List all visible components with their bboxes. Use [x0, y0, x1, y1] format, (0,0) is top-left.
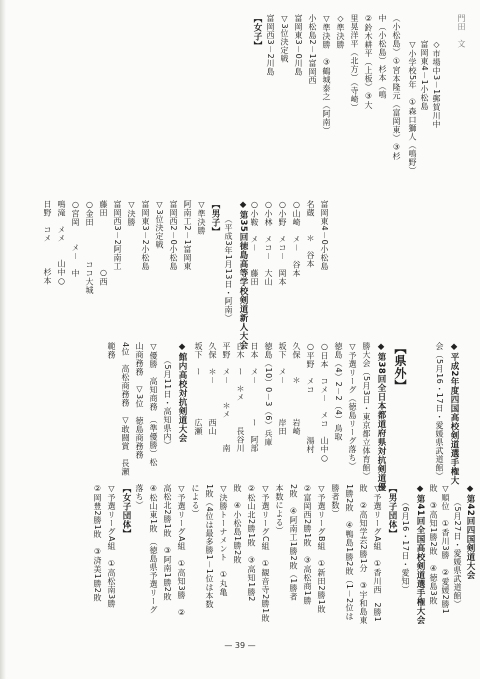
- column-text: ◇準決勝: [336, 14, 345, 49]
- column-text: 富岡東3－2小松島: [141, 200, 150, 271]
- column-text: 久保 ＊－ 西山: [208, 342, 217, 436]
- section-heading: 【男子団体】: [387, 484, 397, 538]
- column-text: ②松山北2勝1敗 ③高知1勝2: [247, 484, 256, 602]
- column-text: （平成3年1月13日・阿南）: [224, 215, 233, 323]
- column-text: ▽3位決定戦: [280, 14, 289, 64]
- section-heading: ◆平成2年度四国高校剣道選手権大: [449, 342, 459, 485]
- column-text: 1勝2敗 ④鴨島1勝2敗（1－2位は: [345, 484, 354, 621]
- section-heading: ◆第35回徳島高等学校剣道新人大会: [238, 200, 248, 350]
- column-text: 鳴滝 メメ 山中○: [57, 200, 66, 286]
- column-text: ○平野 メコ 湯村: [306, 342, 315, 454]
- column-text: （小松島）①宮本隆元（富岡東）③杉: [392, 14, 401, 161]
- column-text: ◇市場中3－1郵賀川中: [432, 40, 441, 129]
- section-heading: 【女子団体】: [121, 484, 131, 538]
- column-text: 平野 メ－ ＊メ 南: [222, 342, 231, 453]
- column-text: ▽決勝トーナメント ①丸亀: [219, 484, 228, 597]
- column-text: ▽準決勝: [197, 200, 206, 235]
- column-text: 範務: [107, 342, 116, 359]
- column-text: 久保 ＊ 岩崎: [292, 342, 301, 436]
- section-heading: ◆第42回四国剣道大会: [465, 484, 475, 580]
- column-text: 坂下 ー 広瀬: [194, 342, 203, 436]
- column-text: ▽予選リーグB組 ①新田2勝1敗: [317, 484, 326, 614]
- column-text: （5月11日・高知県内）: [163, 356, 172, 450]
- column-text: 1敗（4位は最多勝1－1位は本数: [205, 484, 214, 609]
- section-title-kengai: 【県外】: [393, 342, 407, 392]
- column-text: 敗 ④小松島1勝2敗: [233, 484, 242, 565]
- column-text: 高松北2勝1敗 ③阿南1勝2敗: [163, 484, 172, 601]
- scan-edge-shadow: [0, 0, 6, 679]
- column-text: 落ち）: [135, 484, 144, 510]
- column-text: ▽準決勝 ③鶴城泰之（阿南）: [322, 14, 331, 135]
- column-text: 富岡西3－2阿南工: [113, 200, 122, 271]
- column-text: ▽3位決定戦: [155, 200, 164, 250]
- column-text: 敗 ②高知学芸2勝1分 ③宇和島東: [359, 484, 368, 625]
- column-text: 山商務務 ▽3位 徳島商務務: [135, 342, 144, 460]
- column-text: 坂下 メ－ 岸田: [278, 342, 287, 436]
- column-text: ○山崎 メ－ 谷本: [292, 200, 301, 278]
- column-text: 中（小松島）杉本（鳴: [378, 14, 387, 99]
- column-text: 勝者数）: [331, 484, 340, 518]
- column-text: 会（5月16・17日・愛媛県武道館）: [435, 342, 444, 481]
- section-heading: ◆第38回全日本都道府県対抗剣道優: [376, 342, 386, 492]
- column-text: による）: [191, 484, 200, 518]
- column-text: 富岡東4－1小松島: [420, 40, 429, 111]
- column-text: 藤田 ○西: [99, 200, 108, 286]
- column-text: ▽決勝: [127, 200, 136, 227]
- column-text: ○日本 コメ－ メコ 山中○: [320, 342, 329, 463]
- section-heading: ◆第41回全国高校剣道選手権大会: [415, 484, 425, 625]
- section-heading: ◆館内高校対抗剣道大会: [177, 342, 187, 443]
- column-text: ▽予選リーグA組 ①高松南3勝: [107, 484, 116, 609]
- section-heading: 【男子】: [210, 200, 220, 236]
- column-text: 富岡西3－2川島: [266, 14, 275, 77]
- column-text: 門田 文: [457, 14, 466, 48]
- column-text: ○宮岡 メ－ 中: [71, 200, 80, 278]
- column-text: ○金田 ココ大城: [85, 200, 94, 295]
- column-text: 徳島（4）2－2（4）鳥取: [334, 342, 343, 441]
- page-number: — 39 —: [224, 641, 256, 650]
- column-text: 富岡東4－0小松島: [320, 200, 329, 271]
- column-text: 勝大会（5月3日・東京都立体育館）: [362, 342, 371, 481]
- column-text: ○小鞍 メ－ 藤田: [250, 200, 259, 286]
- column-text: 日本 メ－ ー 阿部: [250, 342, 259, 453]
- column-text: ○小林 メコ－ 大山: [264, 200, 273, 286]
- column-text: 敗 ③高知1勝2敗 ④徳島3敗: [429, 484, 438, 605]
- column-text: 徳島（10）0－3（6）兵庫: [264, 342, 273, 447]
- column-text: ▽予選リーグ（徳島リーグ落ち）: [348, 342, 357, 471]
- column-text: 2敗 ④阿南工1勝2敗（1勝者: [289, 484, 298, 601]
- column-text: ▽小学校5年 ①森口獅人（鳴野）: [408, 40, 417, 176]
- column-text: ▽予選リーグA組 ①高知3勝 ②: [177, 484, 186, 618]
- column-text: ②富岡西2勝1敗 ③高松商1勝: [303, 484, 312, 605]
- column-text: 富岡東3－0川島: [294, 14, 303, 77]
- column-text: 白木 ー ＊メ 長谷川: [236, 342, 245, 453]
- column-text: ○小野 メコ－ 岡本: [278, 200, 287, 286]
- column-text: 名蔵 ＊ 谷本: [306, 200, 315, 268]
- column-text: ②鈴木耕平（上板）③大: [364, 14, 373, 110]
- column-text: ▽予選リーグC組 ①観音寺2勝1敗: [261, 484, 270, 623]
- column-text: （6月16・17日・愛知）: [401, 498, 410, 594]
- column-text: 阿南工2－1富岡東: [183, 200, 192, 271]
- column-text: 小松島2－1富岡西: [308, 14, 317, 85]
- column-text: （5月27日・愛媛県武道館）: [453, 498, 462, 609]
- column-text: ②岡豊2勝1敗 ③済美1勝2敗: [93, 484, 102, 602]
- column-text: ▽優勝 高知商務 （準優勝）松: [149, 342, 158, 467]
- column-text: 4位 高松商務務 ▽敢闘賞 長瀬: [121, 342, 130, 477]
- column-text: 富岡西2－0小松島: [169, 200, 178, 271]
- section-heading: 【女子】: [252, 14, 262, 50]
- column-text: 里晃洋平（北方）（寺崎）: [350, 14, 359, 112]
- column-text: ▽順位 ①香川3勝 ②愛媛2勝1: [441, 484, 450, 615]
- column-text: 日野 コメ 杉本: [43, 200, 52, 285]
- column-text: 本数による）: [275, 484, 284, 535]
- column-text: ④松山東1敗 （徳島県予選リーグ: [149, 484, 158, 615]
- column-text: ▽予選リーグA組 ①香川西 2勝1: [373, 484, 382, 623]
